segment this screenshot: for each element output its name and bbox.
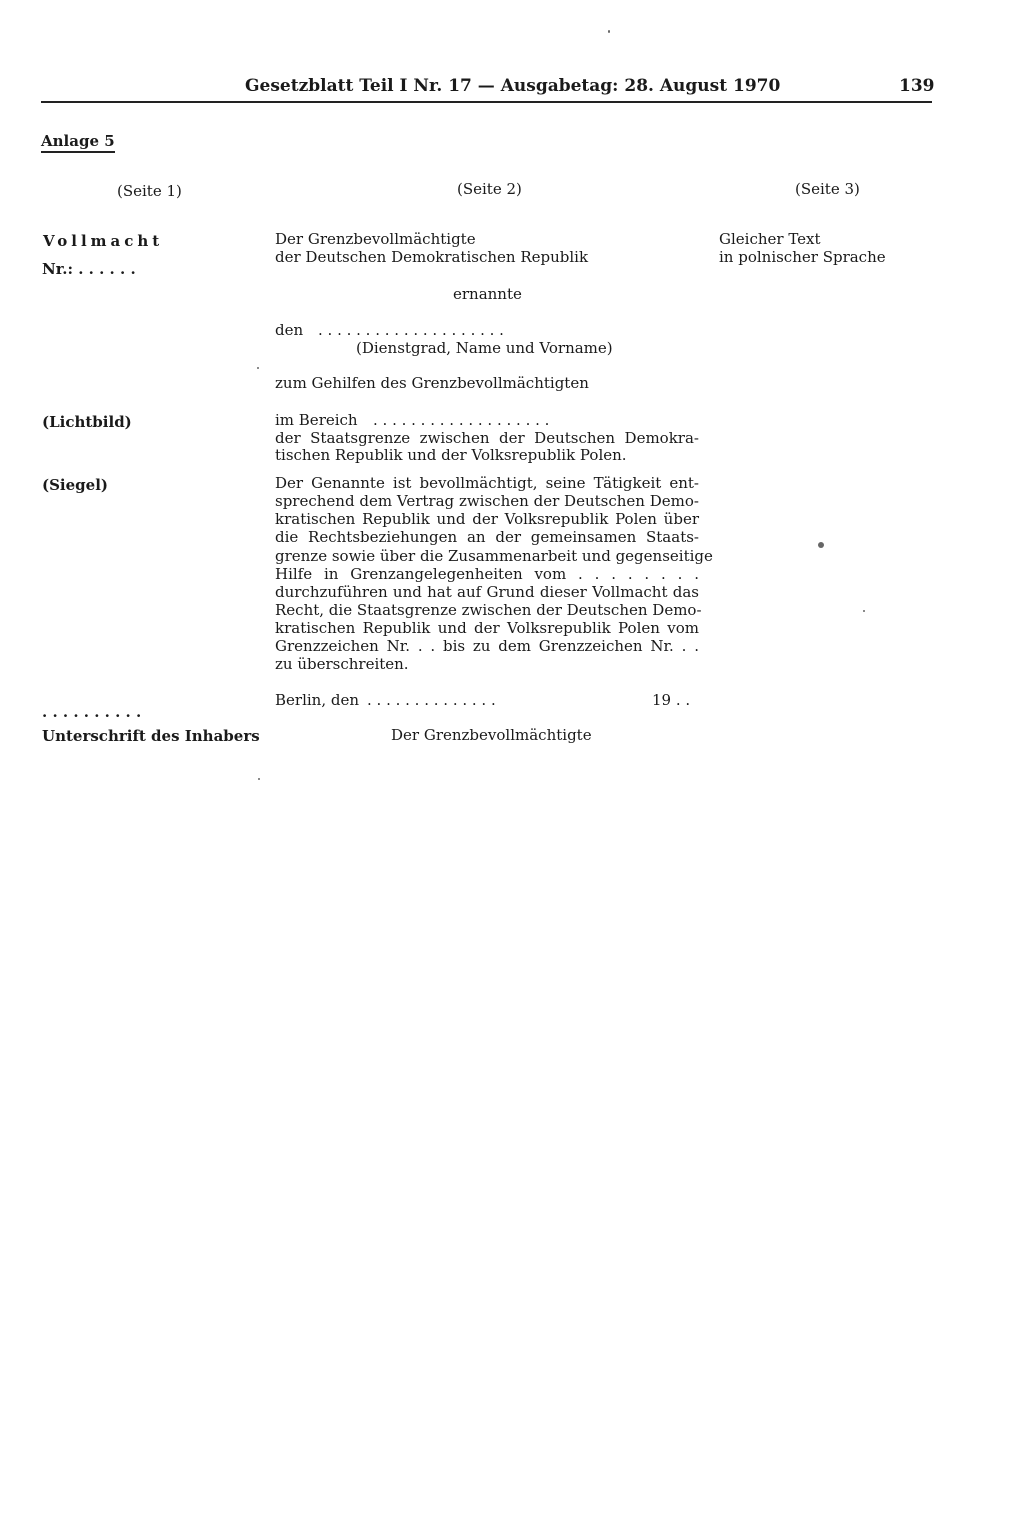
page3-heading: (Seite 3) <box>795 180 860 198</box>
document-title: Vollmacht <box>43 232 164 250</box>
body-line: kratischen Republik und der Volksrepublik Polen vom <box>275 619 699 637</box>
body-line: kratischen Republik und der Volksrepublik Polen über <box>275 510 699 528</box>
body-line: sprechend dem Vertrag zwischen der Deutschen Demo- <box>275 492 699 510</box>
running-title: Gesetzblatt Teil I Nr. 17 — Ausgabetag: 28. August 1970 <box>245 76 781 96</box>
page3-line-1: Gleicher Text <box>719 230 821 248</box>
area-line-3: tischen Republik und der Volksrepublik Polen. <box>275 446 627 464</box>
appointed-text: ernannte <box>453 285 522 303</box>
holder-signature-caption: Unterschrift des Inhabers <box>42 727 260 745</box>
page3-line-2: in polnischer Sprache <box>719 248 886 266</box>
scan-speck <box>608 30 610 33</box>
seal-placeholder: (Siegel) <box>42 476 108 494</box>
body-line: Grenzzeichen Nr. . . bis zu dem Grenzzeichen Nr. . . <box>275 637 699 655</box>
page-number: 139 <box>899 76 935 96</box>
den-label: den <box>275 321 304 339</box>
body-line: grenze sowie über die Zusammenarbeit und gegenseitige <box>275 547 713 565</box>
page2-heading: (Seite 2) <box>457 180 522 198</box>
issuer-line-1: Der Grenzbevollmächtigte <box>275 230 476 248</box>
body-line: durchzuführen und hat auf Grund dieser Vollmacht das <box>275 583 699 601</box>
area-dots: . . . . . . . . . . . . . . . . . . . <box>373 411 550 429</box>
body-line-last: zu überschreiten. <box>275 655 409 673</box>
annex-label: Anlage 5 <box>41 132 115 153</box>
body-line: Der Genannte ist bevollmächtigt, seine Tätigkeit ent- <box>275 474 699 492</box>
place-date-label: Berlin, den <box>275 691 360 709</box>
scan-speck <box>258 778 260 780</box>
holder-signature-line: . . . . . . . . . . <box>42 703 142 721</box>
body-line: Hilfe in Grenzangelegenheiten vom . . . . . . . . <box>275 565 699 583</box>
year-field: 19 . . <box>652 691 691 709</box>
area-line-2: der Staatsgrenze zwischen der Deutschen Demokra- <box>275 429 699 447</box>
issuer-line-2: der Deutschen Demokratischen Republik <box>275 248 589 266</box>
scan-speck <box>257 367 259 369</box>
scan-speck <box>818 542 824 548</box>
den-caption: (Dienstgrad, Name und Vorname) <box>356 339 613 357</box>
place-date-dots: . . . . . . . . . . . . . . <box>367 691 496 709</box>
body-line: Recht, die Staatsgrenze zwischen der Deutschen Demo- <box>275 601 702 619</box>
assistant-text: zum Gehilfen des Grenzbevollmächtigten <box>275 374 589 392</box>
scan-speck <box>863 610 865 612</box>
den-dots: . . . . . . . . . . . . . . . . . . . . <box>318 321 504 339</box>
photo-placeholder: (Lichtbild) <box>42 413 132 431</box>
page1-heading: (Seite 1) <box>117 182 182 200</box>
number-field: Nr.: . . . . . . <box>42 260 136 278</box>
header-rule <box>41 101 932 103</box>
body-line: die Rechtsbeziehungen an der gemeinsamen Staats- <box>275 528 699 546</box>
area-label: im Bereich <box>275 411 358 429</box>
issuer-signature-caption: Der Grenzbevollmächtigte <box>391 726 592 744</box>
